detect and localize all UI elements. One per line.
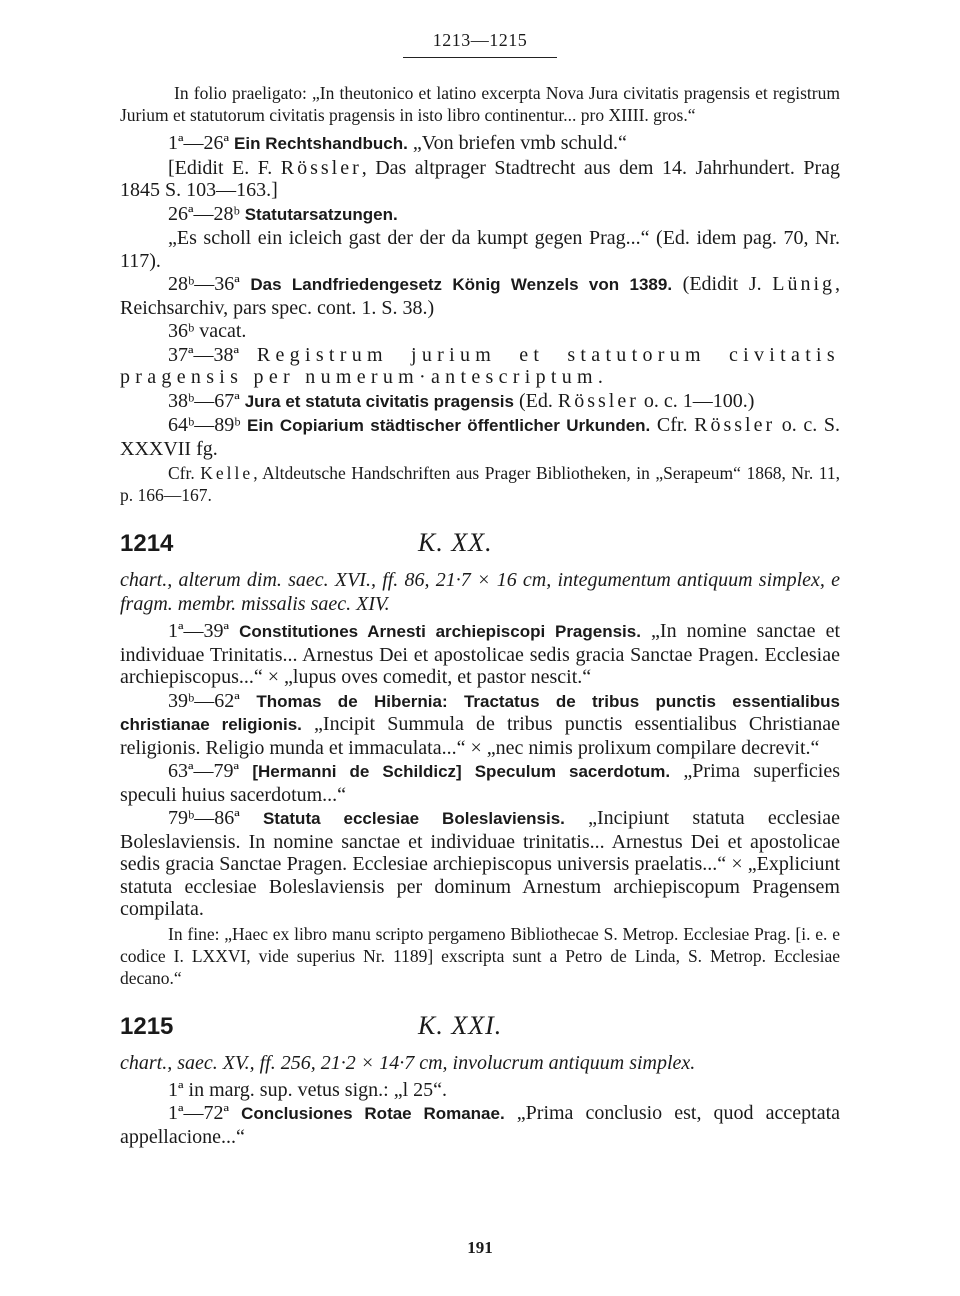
entry-text: „Prima conclusio est, quod acceptata appellacione...“ <box>120 1102 841 1148</box>
entry-title: Ein Rechtshandbuch. <box>234 134 408 153</box>
catalog-heading-1215 <box>120 1011 840 1041</box>
entry-title: Conclusiones Rotae Romanae. <box>241 1104 505 1123</box>
entry-1214-1 <box>120 620 840 689</box>
folio-ref: 26ª—28ᵇ <box>168 202 240 225</box>
catalog-number: 1214 <box>120 530 174 557</box>
entry-title: Ein Copiarium städtischer öffentlicher Urkunden. <box>247 416 651 435</box>
entry-1213-1 <box>120 132 840 156</box>
shelf-signature: K. XXI. <box>418 1010 503 1040</box>
entry-1213-1-edition: [Edidit E. F. Rössler, Das altprager Stadtrecht aus dem 14. Jahrhundert. Prag 1845 S. 103—163.] <box>120 156 840 201</box>
entry-1213-5 <box>120 344 840 389</box>
entry-title: Jura et statuta civitatis pragensis <box>244 391 514 411</box>
entry-1213-2-text: „Es scholl ein icleich gast der der da kumpt gegen Prag...“ (Ed. idem pag. 70, Nr. 117). <box>120 227 840 272</box>
author-name: Kelle <box>200 463 254 483</box>
entry-title: Thomas de Hibernia: Tractatus de tribus punctis essentialibus christianae religionis. <box>120 691 841 734</box>
folio-ref: 28ᵇ—36ª <box>168 273 240 295</box>
cfr-note: Cfr. Kelle, Altdeutsche Handschriften aus Prager Bibliotheken, in „Serapeum“ 1868, Nr. 11, p. 166—167. <box>120 463 840 505</box>
entry-1213-3: 28ᵇ—36ª Das Landfriedengesetz König Wenzels von 1389. (Edidit J. Lünig, Reichsarchiv, pars spec. cont. 1. S. 38.) <box>120 273 841 319</box>
entry-text: „Incipit Summula de tribus punctis essentialibus Christianae religionis. Religio munda et immaculata...“ × „nec nimis prolixum compilare decrevit.“ <box>120 713 840 759</box>
shelf-signature: K. XX. <box>418 528 493 557</box>
entry-1214-3 <box>120 760 840 806</box>
folio-ref: 39ᵇ—62ª <box>168 689 240 712</box>
entry-1213-4: 36ᵇ vacat. <box>168 320 247 342</box>
infine-note: In fine: „Haec ex libro manu scripto pergameno Bibliothecae S. Metrop. Ecclesiae Prag. [i. e. e codice I. LXXVI, vide superius Nr. 1189] exscripta sunt a Petro de Linda, S. Metrop. Ecclesiae decano.“ <box>120 923 840 988</box>
entry-1215-1: 1ª in marg. sup. vetus sign.: „l 25“. <box>168 1078 448 1101</box>
page <box>120 30 840 1149</box>
entry-1213-6: 38ᵇ—67ª Jura et statuta civitatis pragensis (Ed. Rössler o. c. 1—100.) <box>168 389 755 412</box>
author-name: Lünig <box>772 273 836 295</box>
manuscript-description: chart., saec. XV., ff. 256, 21·2 × 14·7 cm, involucrum antiquum simplex. <box>120 1051 696 1074</box>
entry-1215-2 <box>120 1102 840 1148</box>
entry-1213-2 <box>120 203 840 227</box>
manuscript-description: chart., alterum dim. saec. XVI., ff. 86, 21·7 × 16 cm, integumentum antiquum simplex, e fragm. membr. missalis saec. XIV. <box>120 569 840 615</box>
folio-ref: 37ª—38ª <box>168 343 240 366</box>
entry-title: [Hermanni de Schildicz] Speculum sacerdotum. <box>252 762 671 781</box>
folio-ref: 1ª—26ª <box>168 132 230 154</box>
folio-ref: 64ᵇ—89ᵇ <box>168 414 241 436</box>
entry-text: „In nomine sanctae et individuae Trinitatis... Arnestus Dei et apostolicae sedis gracia Sanctae Pragen. Ecclesiae archiepiscopus...“ × „lupus oves comedit, et pastor nescit.“ <box>120 620 841 688</box>
folio-ref: 38ᵇ—67ª <box>168 389 240 412</box>
folio-ref: 1ª—39ª <box>168 620 230 642</box>
author-name: Rössler <box>280 156 362 179</box>
catalog-heading-1214 <box>120 528 840 558</box>
intro-note: In folio praeligato: „In theutonico et latino excerpta Nova Jura civitatis pragensis et registrum Jurium et statutorum civitatis pragensis in isto libro continentur... pro XIIII. gros.“ <box>120 83 840 125</box>
folio-ref: 63ª—79ª <box>168 760 240 782</box>
entry-text: „Prima superficies speculi huius sacerdotum...“ <box>120 760 840 806</box>
entry-1214-4 <box>120 807 840 921</box>
entry-title: Statuta ecclesiae Boleslaviensis. <box>262 809 565 828</box>
author-name: Rössler <box>557 389 639 412</box>
folio-ref: 1ª—72ª <box>168 1102 230 1124</box>
catalog-number: 1215 <box>120 1012 174 1040</box>
page-number: 191 <box>467 1238 493 1257</box>
entry-title: Statutarsatzungen. <box>244 204 398 224</box>
folio-ref: 79ᵇ—86ª <box>168 807 240 829</box>
running-head: 1213—1215 <box>120 30 840 58</box>
entry-title: Das Landfriedengesetz König Wenzels von 1389. <box>250 275 673 294</box>
entry-title: Constitutiones Arnesti archiepiscopi Pragensis. <box>239 622 641 641</box>
entry-text: „Von briefen vmb schuld.“ <box>407 132 627 154</box>
author-name: Rössler <box>694 414 776 436</box>
entry-1214-2 <box>120 690 840 760</box>
entry-1213-7: 64ᵇ—89ᵇ Ein Copiarium städtischer öffentlicher Urkunden. Cfr. Rössler o. c. S. XXXVII fg. <box>120 414 841 460</box>
entry-text: „Incipiunt statuta ecclesiae Boleslaviensis. In nomine sanctae et individuae trinitatis... Arnestus Dei et apostolicae sedis gracia Sanctae Pragen. Ecclesiae archiepiscopus universis praelatis...“ × „Expliciunt statuta ecclesiae Boleslaviensis per dominum Arnestum archiepiscopum Pragensem compilata. <box>120 807 840 920</box>
entry-text: Registrum jurium et statutorum civitatis pragensis per numerum·antescriptum. <box>120 343 840 388</box>
